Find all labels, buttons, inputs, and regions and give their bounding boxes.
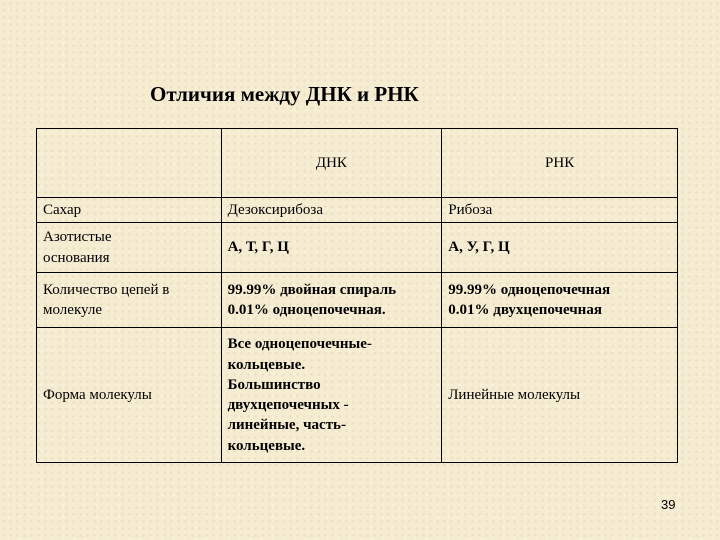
rna-cell: Линейные молекулы [442,328,678,463]
slide-title: Отличия между ДНК и РНК [150,82,419,106]
page-number: 39 [661,497,676,512]
comparison-table [36,128,678,463]
row-label: Форма молекулы [37,328,222,463]
rna-cell: 99.99% одноцепочечная 0.01% двухцепочечная [442,273,678,328]
header-cell-dna: ДНК [221,129,442,198]
header-cell-empty [37,129,222,198]
row-label: Сахар [37,198,222,223]
row-label: Количество цепей в молекуле [37,273,222,328]
rna-cell: А, У, Г, Ц [442,223,678,273]
table-row-shape [37,328,678,463]
row-label: Азотистые основания [37,223,222,273]
table-header-row [37,129,678,198]
header-cell-rna: РНК [442,129,678,198]
dna-cell: Дезоксирибоза [221,198,442,223]
dna-cell: 99.99% двойная спираль 0.01% одноцепочечная. [221,273,442,328]
dna-cell: А, Т, Г, Ц [221,223,442,273]
rna-cell: Рибоза [442,198,678,223]
table-row-bases [37,223,678,273]
table-row-sugar [37,198,678,223]
table-row-chains [37,273,678,328]
dna-cell: Все одноцепочечные- кольцевые. Большинство двухцепочечных - линейные, часть- кольцевые. [221,328,442,463]
